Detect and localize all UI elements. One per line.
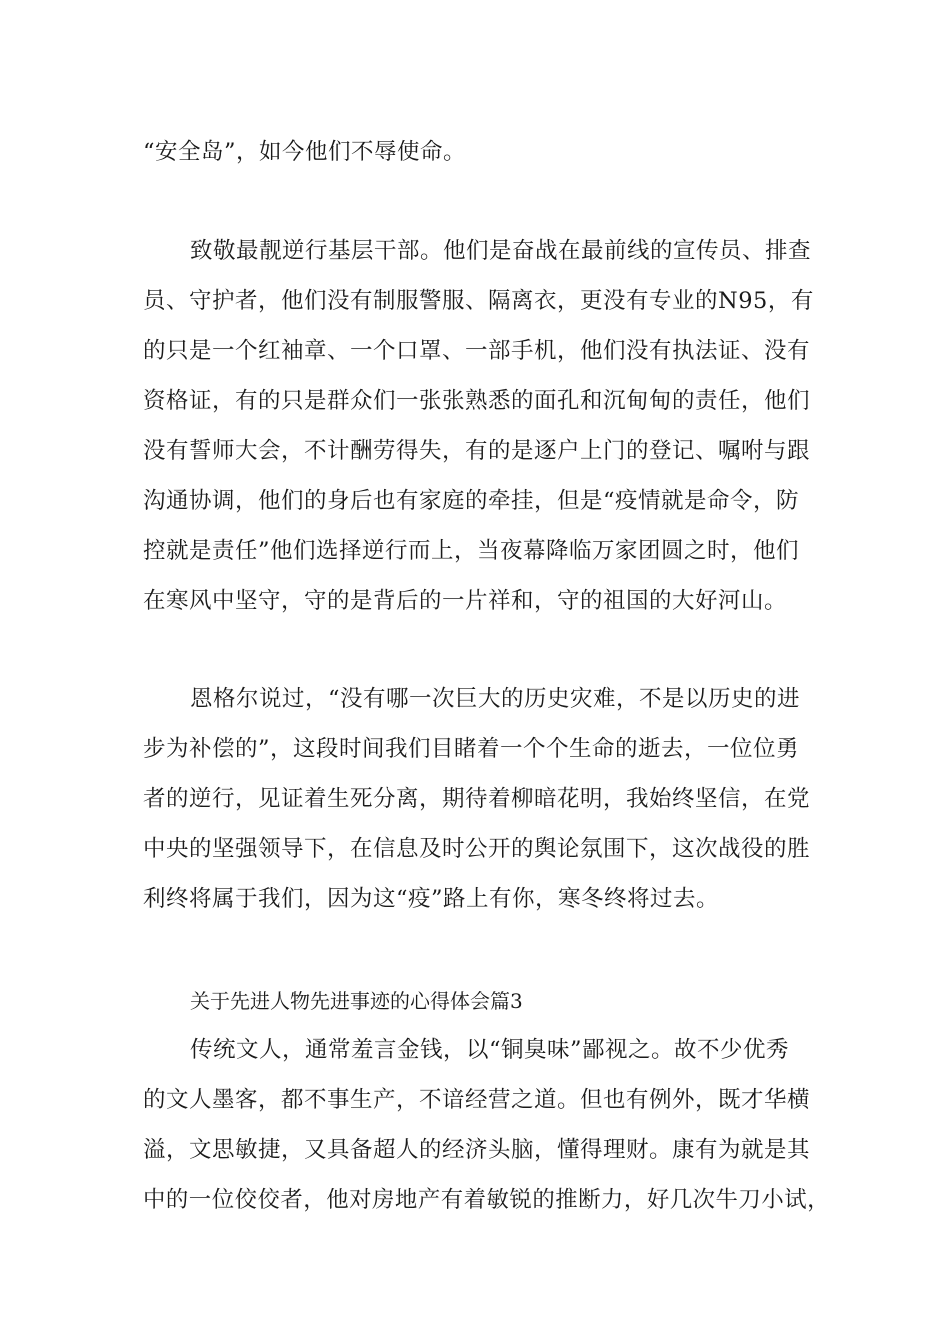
paragraph-line: 没有誓师大会，不计酬劳得失，有的是逐户上门的登记、嘱咐与跟 [143,438,811,464]
paragraph-line: 恩格尔说过，“没有哪一次巨大的历史灾难，不是以历史的进 [190,686,801,712]
paragraph-line: 溢，文思敏捷，又具备超人的经济头脑，懂得理财。康有为就是其 [143,1137,811,1163]
paragraph-line: 步为补偿的”，这段时间我们目睹着一个个生命的逝去，一位位勇 [143,736,800,762]
paragraph-line: 利终将属于我们，因为这“疫”路上有你，寒冬终将过去。 [143,886,720,912]
paragraph-line: 在寒风中坚守，守的是背后的一片祥和，守的祖国的大好河山。 [143,588,788,614]
section-heading: 关于先进人物先进事迹的心得体会篇3 [190,989,523,1013]
fragment-line: “安全岛”，如今他们不辱使命。 [143,139,467,165]
paragraph-line: 的文人墨客，都不事生产，不谙经营之道。但也有例外，既才华横 [143,1087,811,1113]
paragraph-line: 资格证，有的只是群众们一张张熟悉的面孔和沉甸甸的责任，他们 [143,388,811,414]
paragraph-line: 传统文人，通常羞言金钱，以“铜臭味”鄙视之。故不少优秀 [190,1037,790,1063]
paragraph-line: 者的逆行，见证着生死分离，期待着柳暗花明，我始终坚信，在党 [143,786,811,812]
paragraph-line: 致敬最靓逆行基层干部。他们是奋战在最前线的宣传员、排查 [190,238,812,264]
paragraph-line: 中央的坚强领导下，在信息及时公开的舆论氛围下，这次战役的胜 [143,836,811,862]
paragraph-line: 的只是一个红袖章、一个口罩、一部手机，他们没有执法证、没有 [143,338,811,364]
paragraph-line: 沟通协调，他们的身后也有家庭的牵挂，但是“疫情就是命令，防 [143,488,800,514]
paragraph-line: 中的一位佼佼者，他对房地产有着敏锐的推断力，好几次牛刀小试， [143,1187,831,1213]
paragraph-line: 员、守护者，他们没有制服警服、隔离衣，更没有专业的N95，有 [143,288,814,314]
paragraph-line: 控就是责任”他们选择逆行而上，当夜幕降临万家团圆之时，他们 [143,538,800,564]
